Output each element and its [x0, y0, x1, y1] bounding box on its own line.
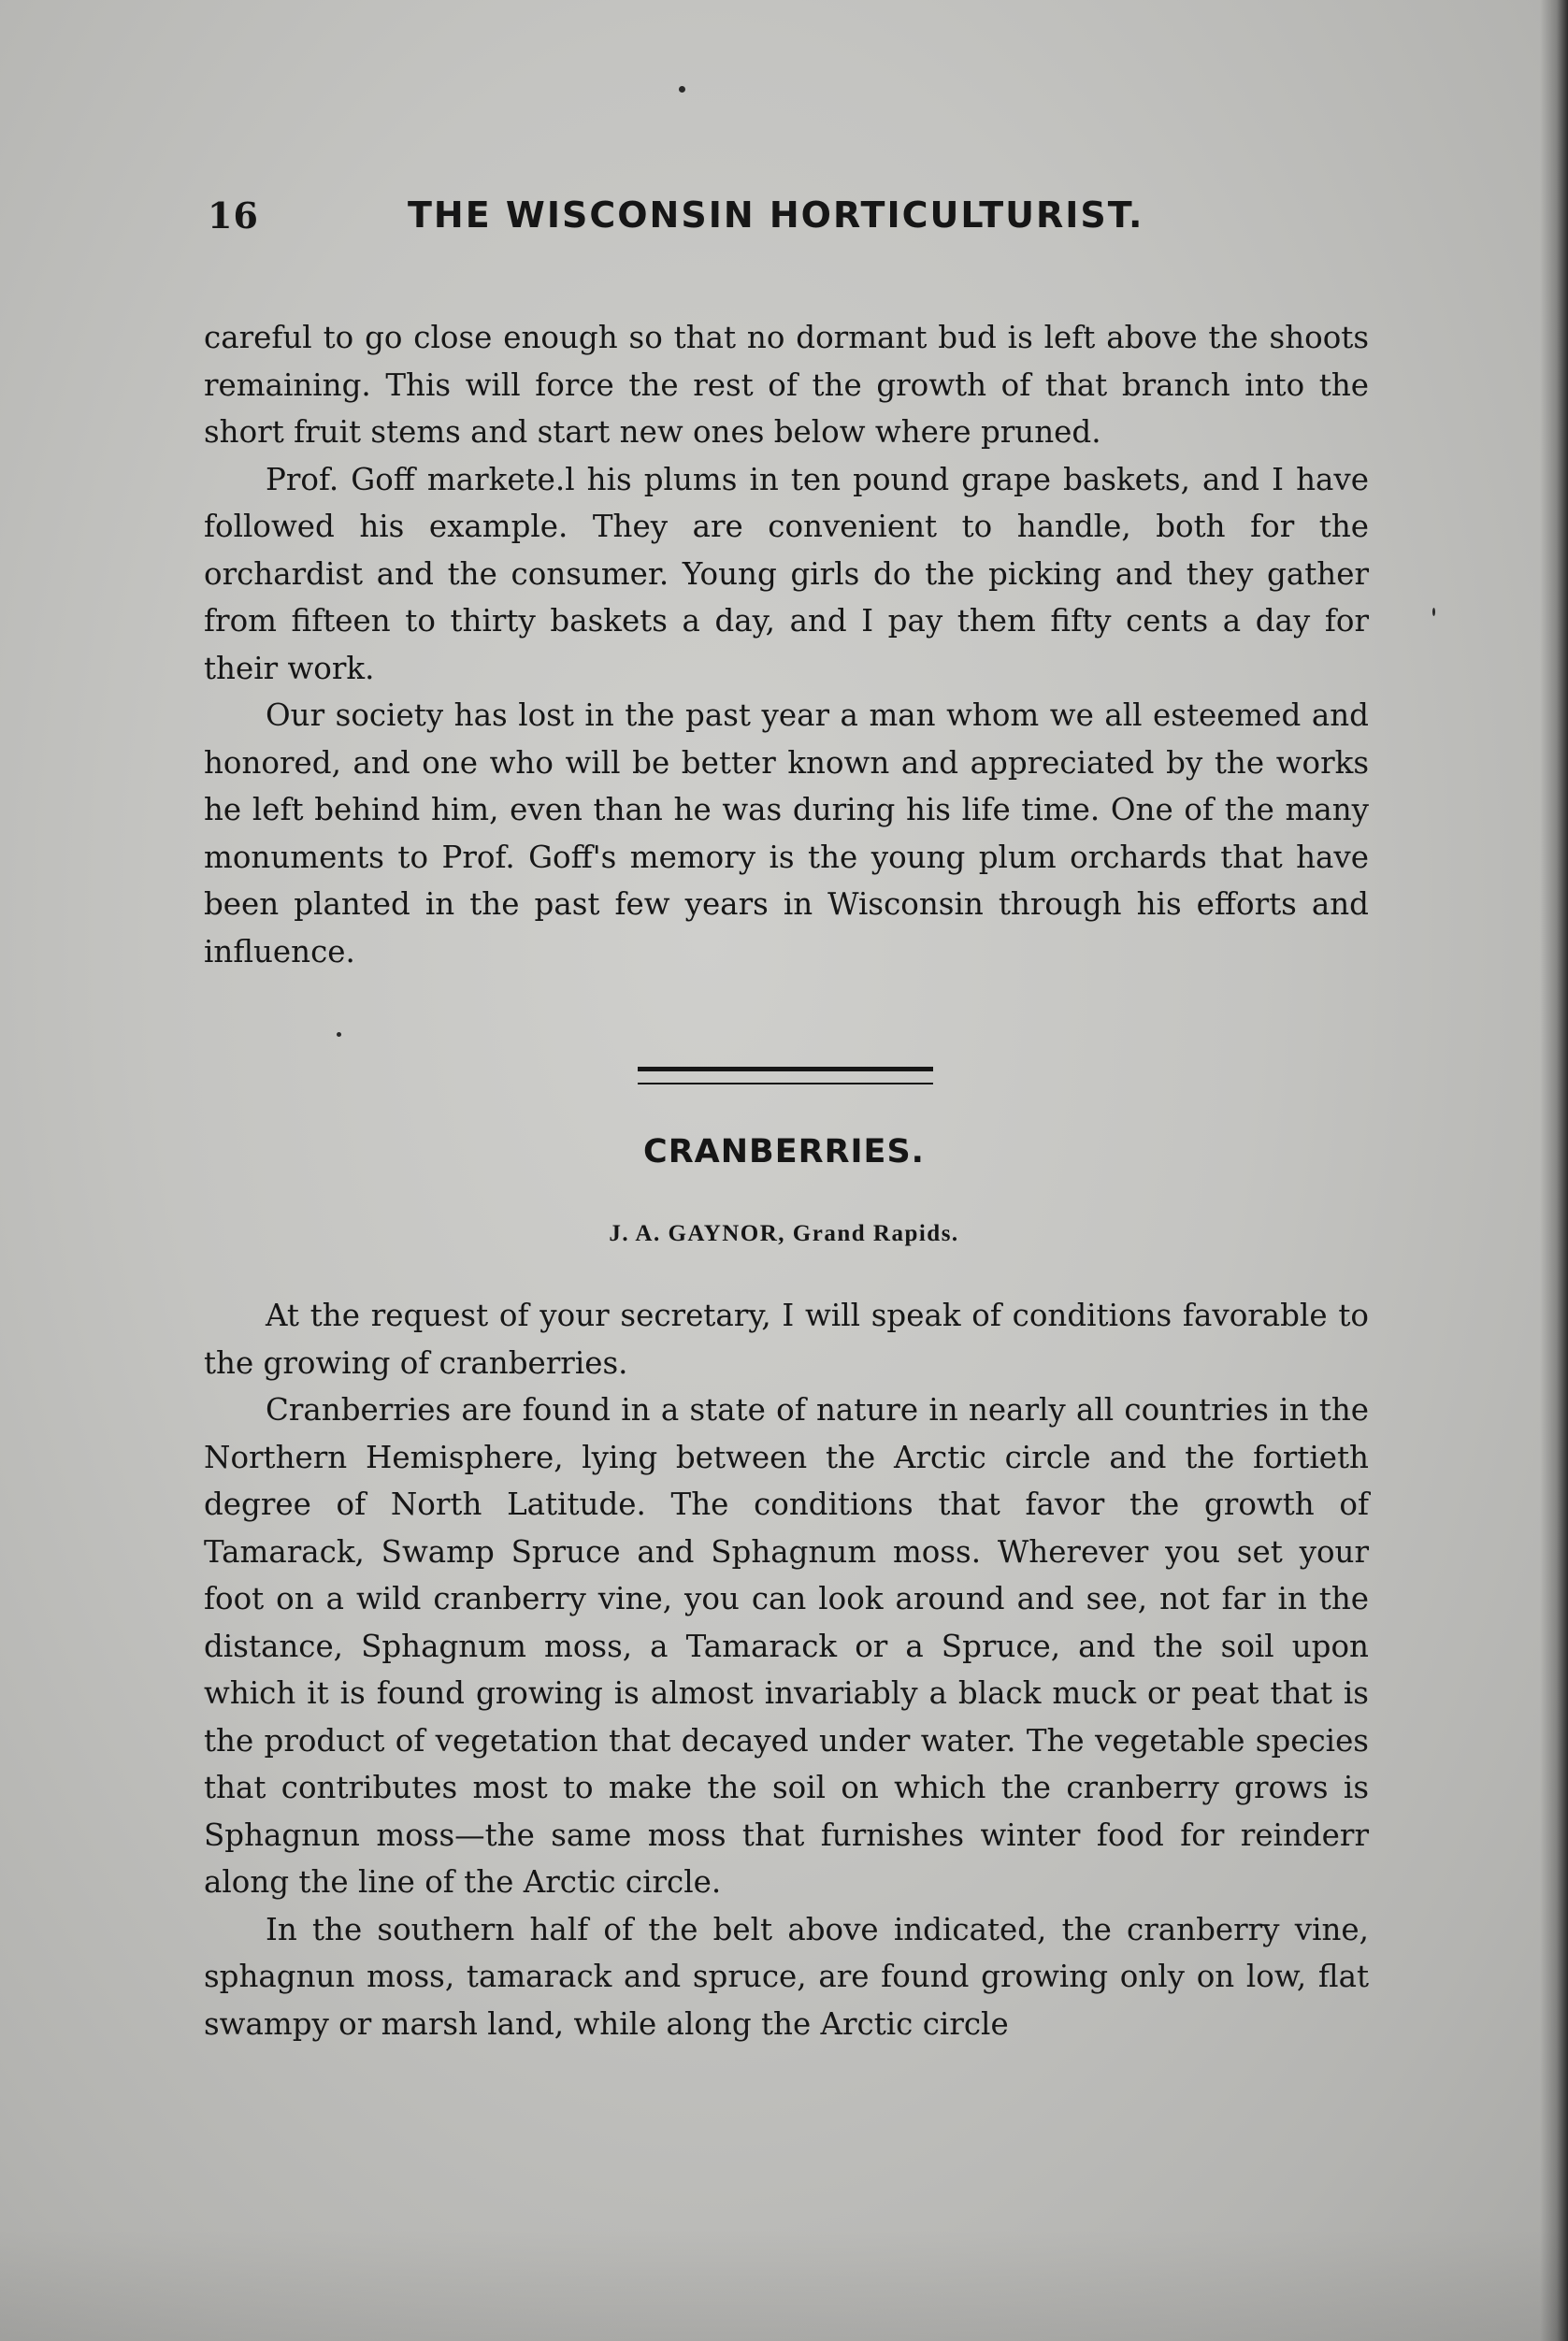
- article-title: CRANBERRIES.: [643, 1133, 925, 1170]
- paper-speck: [679, 86, 685, 93]
- paper-speck: [1432, 608, 1435, 616]
- running-head: THE WISCONSIN HORTICULTURIST.: [408, 194, 1144, 236]
- paragraph: Cranberries are found in a state of nature in nearly all countries in the Northern Hemisphere, lying between the Arctic circle and the fortieth degree of North Latitude. The conditions that favor the growth of Tamarack, Swamp Spruce and Sphagnum moss. Wherever you set your foot on a wild cranberry vine, you can look around and see, not far in the distance, Sphagnum moss, a Tamarack or a Spruce, and the soil upon which it is found growing is almost invariably a black muck or peat that is the product of vegetation that decayed under water. The vegetable species that contributes most to make the soil on which the cranberry grows is Sphagnun moss—the same moss that furnishes winter food for reinderr along the line of the Arctic circle.: [204, 1392, 1369, 1900]
- section-divider-thin: [638, 1083, 933, 1084]
- page-bottom-shadow: [0, 2229, 1568, 2341]
- paragraph: At the request of your secretary, I will speak of conditions favorable to the growing of cranberries.: [204, 1298, 1369, 1381]
- paragraph: In the southern half of the belt above indicated, the cranberry vine, sphagnun moss, tamarack and spruce, are found growing only on low, flat swampy or marsh land, while along the Arctic circle: [204, 1911, 1369, 2042]
- section-divider-thick: [638, 1067, 933, 1071]
- page-header: [208, 194, 1367, 247]
- paragraph: Prof. Goff markete.l his plums in ten pound grape baskets, and I have followed his example. They are convenient to handle, both for the orchardist and the consumer. Young girls do the picking and they gather from fifteen to thirty baskets a day, and I pay them fifty cents a day for their work.: [204, 461, 1369, 686]
- page-number: 16: [208, 194, 259, 237]
- article-body: [204, 1292, 1369, 2047]
- continued-text: [204, 314, 1369, 975]
- paragraph: careful to go close enough so that no dormant bud is left above the shoots remaining. This will force the rest of the growth of that branch into the short fruit stems and start new ones below where pruned.: [204, 320, 1369, 450]
- article-byline: J. A. GAYNOR, Grand Rapids.: [609, 1221, 959, 1246]
- paragraph: Our society has lost in the past year a man whom we all esteemed and honored, and one who will be better known and appreciated by the works he left behind him, even than he was during his life time. One of the many monuments to Prof. Goff's memory is the young plum orchards that have been planted in the past few years in Wisconsin through his efforts and influence.: [204, 697, 1369, 969]
- paper-speck: [337, 1032, 341, 1037]
- page-edge-shadow: [1540, 0, 1568, 2341]
